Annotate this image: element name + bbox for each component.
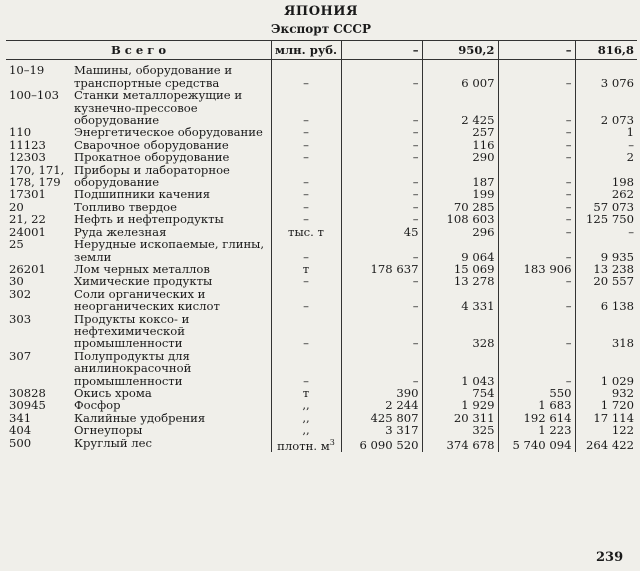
table-row (6, 399, 637, 411)
row-value-1: 2 425 (422, 89, 498, 126)
row-value-1: 6 007 (422, 60, 498, 89)
row-qty-2: – (498, 350, 575, 387)
table-row (6, 151, 637, 163)
row-code: 12303 (9, 150, 46, 165)
row-unit: ,, (271, 412, 341, 424)
row-code: 11123 (9, 137, 46, 152)
row-code: 20 (9, 199, 24, 214)
row-name: Машины, оборудование и транспортные средства (74, 63, 233, 90)
total-value-2: 816,8 (575, 41, 637, 60)
row-unit: – (271, 350, 341, 387)
row-code: 307 (9, 348, 32, 363)
row-value-2: 1 029 (575, 350, 637, 387)
row-name: Круглый лес (74, 435, 153, 450)
row-value-1: 199 (422, 188, 498, 200)
row-value-2: – (575, 226, 637, 238)
row-value-1: 116 (422, 139, 498, 151)
row-value-1: 290 (422, 151, 498, 163)
row-qty-1: 45 (341, 226, 422, 238)
export-table (6, 40, 637, 452)
row-qty-1: – (341, 288, 422, 313)
total-code (6, 41, 71, 60)
row-value-2: 13 238 (575, 263, 637, 275)
row-code: 302 (9, 286, 32, 301)
row-code: 30828 (9, 385, 46, 400)
row-unit: т (271, 387, 341, 399)
row-qty-1: 2 244 (341, 399, 422, 411)
table-body (6, 41, 637, 452)
row-qty-1: 6 090 520 (341, 437, 422, 452)
row-value-2: – (575, 139, 637, 151)
row-qty-1: – (341, 350, 422, 387)
row-unit: – (271, 139, 341, 151)
row-code: 341 (9, 410, 32, 425)
row-code: 25 (9, 237, 24, 252)
row-name: Нерудные ископаемые, глины, земли (74, 237, 265, 264)
row-qty-2: 5 740 094 (498, 437, 575, 452)
row-unit-superscript: 3 (329, 437, 335, 447)
country-title: ЯПОНИЯ (283, 4, 359, 19)
total-value-1: 950,2 (422, 41, 498, 60)
row-unit-text: плотн. м (277, 438, 330, 453)
row-qty-2: – (498, 188, 575, 200)
row-value-2: 20 557 (575, 275, 637, 287)
row-qty-2: – (498, 213, 575, 225)
row-unit: – (271, 164, 341, 189)
row-name: Руда железная (74, 224, 167, 239)
row-value-2: 2 073 (575, 89, 637, 126)
table-row (6, 188, 637, 200)
row-qty-1: – (341, 238, 422, 263)
row-qty-1: – (341, 151, 422, 163)
row-qty-1: – (341, 313, 422, 350)
total-label: Всего (71, 41, 271, 60)
row-value-2: 932 (575, 387, 637, 399)
row-qty-2: – (498, 126, 575, 138)
row-value-1: 108 603 (422, 213, 498, 225)
row-qty-1: – (341, 164, 422, 189)
row-qty-1: 390 (341, 387, 422, 399)
row-qty-1: – (341, 89, 422, 126)
row-value-1: 1 043 (422, 350, 498, 387)
row-qty-2: 183 906 (498, 263, 575, 275)
row-unit: – (271, 201, 341, 213)
total-qty-2: – (498, 41, 575, 60)
row-code: 10–19 (9, 63, 45, 78)
row-value-2: 1 (575, 126, 637, 138)
row-qty-1: – (341, 126, 422, 138)
row-value-1: 1 929 (422, 399, 498, 411)
page-number: 239 (596, 550, 624, 565)
row-value-1: 4 331 (422, 288, 498, 313)
row-value-2: 9 935 (575, 238, 637, 263)
row-qty-1: – (341, 188, 422, 200)
row-unit: – (271, 238, 341, 263)
row-qty-2: – (498, 60, 575, 89)
row-name: Химические продукты (74, 274, 213, 289)
table-row (6, 424, 637, 436)
table-subtitle: Экспорт СССР (271, 22, 371, 36)
row-unit: – (271, 213, 341, 225)
row-qty-2: – (498, 151, 575, 163)
row-value-2: 2 (575, 151, 637, 163)
table-row (6, 89, 637, 126)
table-row (6, 238, 637, 263)
row-qty-2: 550 (498, 387, 575, 399)
row-qty-1: – (341, 213, 422, 225)
row-value-1: 187 (422, 164, 498, 189)
row-qty-2: – (498, 201, 575, 213)
row-unit: т (271, 263, 341, 275)
row-code: 24001 (9, 224, 46, 239)
row-unit: – (271, 126, 341, 138)
total-row (6, 41, 637, 60)
row-qty-2: – (498, 226, 575, 238)
row-value-1: 328 (422, 313, 498, 350)
row-unit: – (271, 89, 341, 126)
row-value-1: 13 278 (422, 275, 498, 287)
row-name: Нефть и нефтепродукты (74, 212, 224, 227)
row-name: Станки металлорежущие и кузнечно-прессовое оборудование (74, 88, 243, 128)
table-row (6, 126, 637, 138)
row-name: Окись хрома (74, 385, 152, 400)
table-row (6, 350, 637, 387)
row-name: Полупродукты для анилинокрасочной промышленности (74, 348, 192, 388)
row-value-1: 70 285 (422, 201, 498, 213)
row-code: 303 (9, 311, 32, 326)
row-qty-2: – (498, 89, 575, 126)
row-qty-2: – (498, 238, 575, 263)
row-value-2: 198 (575, 164, 637, 189)
row-value-2: 57 073 (575, 201, 637, 213)
row-qty-1: 425 807 (341, 412, 422, 424)
table-row (6, 437, 637, 452)
row-code: 21, 22 (9, 212, 46, 227)
table-row (6, 275, 637, 287)
row-code: 500 (9, 435, 32, 450)
row-unit: ,, (271, 424, 341, 436)
row-unit: тыс. т (271, 226, 341, 238)
row-qty-2: – (498, 164, 575, 189)
row-qty-1: 3 317 (341, 424, 422, 436)
row-name: Прокатное оборудование (74, 150, 230, 165)
row-value-2: 262 (575, 188, 637, 200)
row-code: 170, 171, 178, 179 (9, 162, 65, 190)
row-value-1: 15 069 (422, 263, 498, 275)
row-value-2: 17 114 (575, 412, 637, 424)
row-unit: – (271, 60, 341, 89)
row-value-1: 257 (422, 126, 498, 138)
row-qty-1: – (341, 60, 422, 89)
table-row (6, 213, 637, 225)
table-row (6, 164, 637, 189)
row-qty-2: – (498, 139, 575, 151)
row-name: Сварочное оборудование (74, 137, 229, 152)
row-qty-2: – (498, 275, 575, 287)
row-name: Соли органических и неорганических кислот (74, 286, 220, 314)
row-unit: – (271, 275, 341, 287)
row-value-2: 6 138 (575, 288, 637, 313)
row-qty-2: – (498, 288, 575, 313)
row-value-2: 318 (575, 313, 637, 350)
row-name: Энергетическое оборудование (74, 125, 263, 140)
row-name: Топливо твердое (74, 199, 177, 214)
row-name: Огнеупоры (74, 423, 143, 438)
row-qty-2: 192 614 (498, 412, 575, 424)
total-qty-1: – (341, 41, 422, 60)
row-code: 404 (9, 423, 32, 438)
row-value-2: 122 (575, 424, 637, 436)
table-row (6, 313, 637, 350)
row-qty-2: 1 683 (498, 399, 575, 411)
row-value-1: 374 678 (422, 437, 498, 452)
row-name: Продукты коксо- и нефтехимической промышленности (74, 311, 190, 351)
row-qty-2: – (498, 313, 575, 350)
row-name: Фосфор (74, 398, 121, 413)
row-name: Приборы и лабораторное оборудование (74, 162, 230, 190)
row-value-2: 1 720 (575, 399, 637, 411)
row-code: 30 (9, 274, 24, 289)
row-code: 30945 (9, 398, 46, 413)
table-row (6, 60, 637, 89)
row-unit: – (271, 151, 341, 163)
row-qty-1: – (341, 275, 422, 287)
row-value-1: 754 (422, 387, 498, 399)
row-qty-2: 1 223 (498, 424, 575, 436)
row-code: 100–103 (9, 88, 60, 103)
row-value-2: 3 076 (575, 60, 637, 89)
row-value-2: 264 422 (575, 437, 637, 452)
row-value-1: 20 311 (422, 412, 498, 424)
table-row (6, 288, 637, 313)
row-value-2: 125 750 (575, 213, 637, 225)
row-unit: – (271, 288, 341, 313)
row-qty-1: 178 637 (341, 263, 422, 275)
row-unit (271, 437, 341, 452)
row-code: 26201 (9, 261, 46, 276)
total-unit: млн. руб. (271, 41, 341, 60)
row-unit: – (271, 188, 341, 200)
row-value-1: 9 064 (422, 238, 498, 263)
row-code: 17301 (9, 187, 46, 202)
row-name: Лом черных металлов (74, 261, 210, 276)
row-name: Калийные удобрения (74, 410, 206, 425)
row-value-1: 296 (422, 226, 498, 238)
row-qty-1: – (341, 139, 422, 151)
row-unit: ,, (271, 399, 341, 411)
row-qty-1: – (341, 201, 422, 213)
row-unit: – (271, 313, 341, 350)
row-value-1: 325 (422, 424, 498, 436)
row-code: 110 (9, 125, 32, 140)
row-name: Подшипники качения (74, 187, 211, 202)
